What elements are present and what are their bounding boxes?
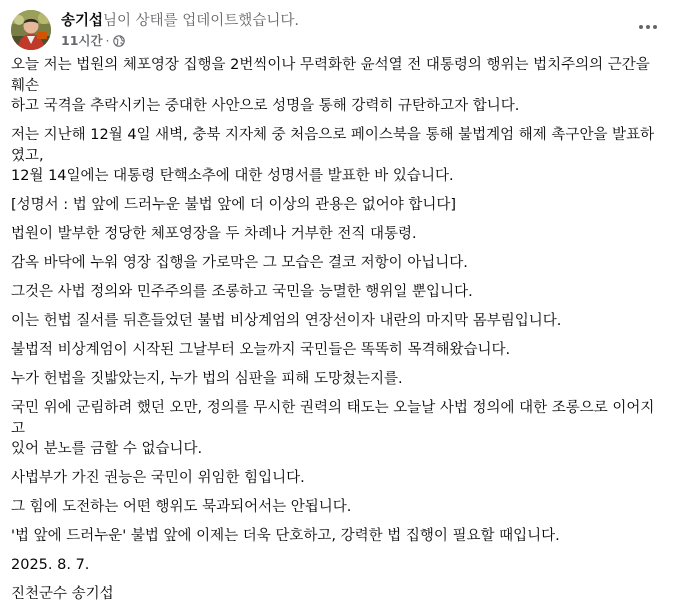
post-paragraph: 누가 헌법을 짓밟았는지, 누가 법의 심판을 피해 도망쳤는지를. xyxy=(11,371,403,387)
post-date: 2025. 8. 7. xyxy=(11,557,90,573)
post-paragraph: '법 앞에 드러누운' 불법 앞에 이제는 더욱 단호하고, 강력한 법 집행이 필요할 때입니다. xyxy=(11,528,560,544)
post-paragraph-line: 저는 지난해 12월 4일 새벽, 충북 지자체 중 처음으로 페이스북을 통해 불법계엄 해제 촉구안을 발표하였고, xyxy=(11,127,655,164)
post-paragraph: 불법적 비상계엄이 시작된 그날부터 오늘까지 국민들은 똑똑히 목격해왔습니다. xyxy=(11,342,511,358)
avatar-image xyxy=(11,10,51,50)
more-options-button[interactable] xyxy=(635,14,661,40)
post-time[interactable]: 11시간 xyxy=(61,33,103,48)
author-name[interactable]: 송기섭 xyxy=(61,13,104,29)
post-paragraph: 법원이 발부한 정당한 체포영장을 두 차례나 거부한 전직 대통령. xyxy=(11,226,417,242)
post-paragraph-line: 12월 14일에는 대통령 탄핵소추에 대한 성명서를 발표한 바 있습니다. xyxy=(11,168,454,184)
post-paragraph: 이는 헌법 질서를 뒤흔들었던 불법 비상계엄의 연장선이자 내란의 마지막 몸부림입니다. xyxy=(11,313,562,329)
post-paragraph-line: 오늘 저는 법원의 체포영장 집행을 2번씩이나 무력화한 윤석열 전 대통령의 행위는 법치주의의 근간을 훼손 xyxy=(11,57,650,94)
post-paragraph: 사법부가 가진 권능은 국민이 위임한 힘입니다. xyxy=(11,470,305,486)
post-paragraph: 그 힘에 도전하는 어떤 행위도 묵과되어서는 안됩니다. xyxy=(11,499,352,515)
statement-title: [성명서 : 법 앞에 드러누운 불법 앞에 더 이상의 관용은 없어야 합니다] xyxy=(11,197,457,213)
more-options-icon xyxy=(638,24,658,30)
post-paragraph: 그것은 사법 정의와 민주주의를 조롱하고 국민을 능멸한 행위일 뿐입니다. xyxy=(11,284,473,300)
post-paragraph: 감옥 바닥에 누워 영장 집행을 가로막은 그 모습은 결코 저항이 아닙니다. xyxy=(11,255,468,271)
post-meta xyxy=(61,33,299,49)
meta-separator: · xyxy=(105,33,110,48)
avatar[interactable] xyxy=(11,10,51,50)
post-header-text xyxy=(61,11,299,49)
post-signature: 진천군수 송기섭 xyxy=(11,586,114,602)
post-paragraph xyxy=(11,125,663,187)
post-header xyxy=(11,0,663,52)
author-action: 님이 상태를 업데이트했습니다. xyxy=(103,13,299,29)
post-paragraph xyxy=(11,55,663,117)
author-line xyxy=(61,11,299,31)
post-paragraph-line: 있어 분노를 금할 수 없습니다. xyxy=(11,441,203,457)
post-paragraph-line: 하고 국격을 추락시키는 중대한 사안으로 성명을 통해 강력히 규탄하고자 합니다. xyxy=(11,98,520,114)
globe-icon[interactable] xyxy=(113,35,125,47)
post-paragraph xyxy=(11,398,663,460)
post-paragraph-line: 국민 위에 군림하려 했던 오만, 정의를 무시한 권력의 태도는 오늘날 사법 정의에 대한 조롱으로 이어지고 xyxy=(11,400,655,437)
